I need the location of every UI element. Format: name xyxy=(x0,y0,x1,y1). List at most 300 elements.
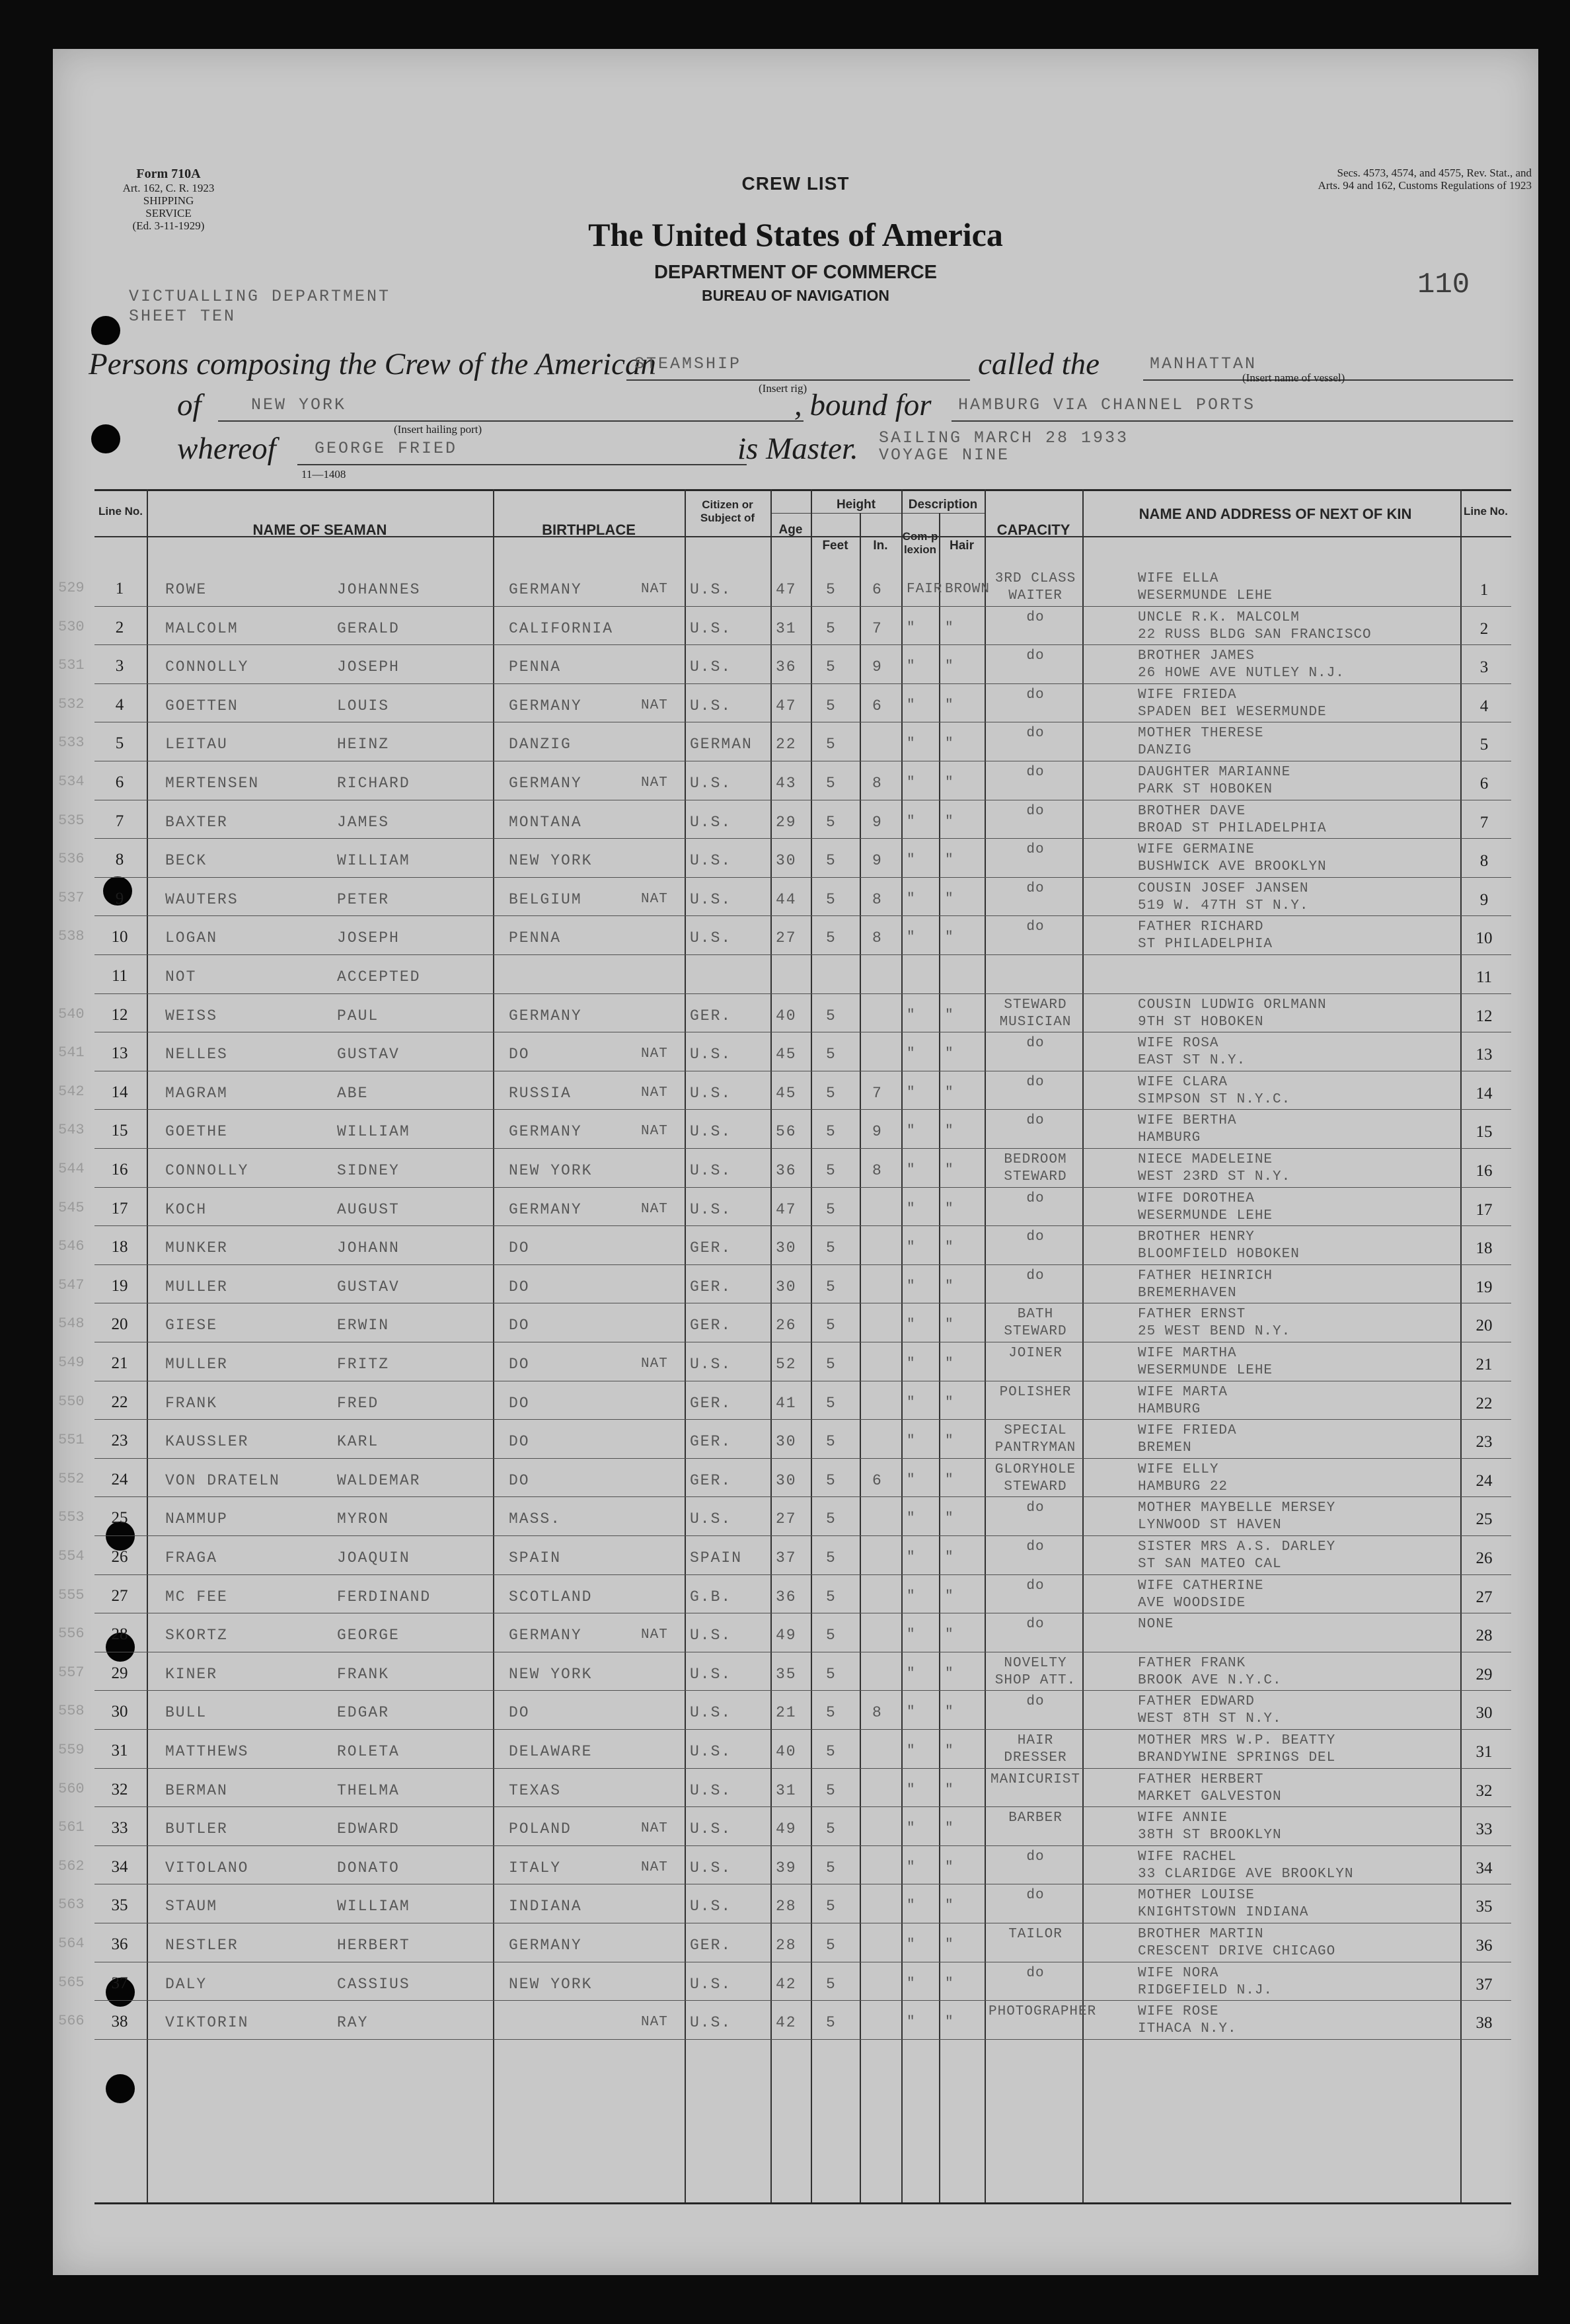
hair-cell: " xyxy=(945,1705,954,1721)
surname-cell: MULLER xyxy=(165,1356,228,1373)
line-number: 34 xyxy=(111,1857,128,1876)
given-cell: RICHARD xyxy=(337,775,410,792)
line-number: 12 xyxy=(111,1005,128,1024)
capacity-cell: do xyxy=(1026,1539,1045,1555)
margin-number: 553 xyxy=(58,1509,85,1526)
complexion-cell: " xyxy=(907,1007,916,1023)
hair-cell: " xyxy=(945,1666,954,1682)
line-number-right: 2 xyxy=(1479,619,1489,638)
feet-cell: 5 xyxy=(826,1433,837,1451)
given-cell: EDWARD xyxy=(337,1820,400,1838)
line-number-right: 35 xyxy=(1476,1898,1493,1916)
line-number-right: 5 xyxy=(1479,736,1489,754)
next-of-kin-name: FATHER ERNST xyxy=(1138,1307,1246,1323)
capacity-cell: BATH STEWARD xyxy=(1004,1307,1067,1340)
next-of-kin-name: FATHER HEINRICH xyxy=(1138,1268,1273,1284)
table-row xyxy=(53,916,1538,955)
called-label: called the xyxy=(978,347,1100,381)
margin-number: 545 xyxy=(58,1199,85,1216)
complexion-cell: " xyxy=(907,1588,916,1604)
given-cell: DONATO xyxy=(337,1859,400,1877)
inches-cell: 8 xyxy=(872,1704,883,1722)
age-cell: 30 xyxy=(776,1278,797,1296)
col-description: Description xyxy=(908,498,978,512)
hair-cell: " xyxy=(945,1434,954,1450)
capacity-cell: POLISHER xyxy=(999,1384,1072,1400)
citizen-cell: U.S. xyxy=(690,775,732,792)
capacity-cell: do xyxy=(1026,803,1045,819)
table-row xyxy=(53,955,1538,994)
table-row xyxy=(53,1536,1538,1575)
complexion-cell: " xyxy=(907,1666,916,1682)
hair-cell: " xyxy=(945,1627,954,1643)
given-cell: ROLETA xyxy=(337,1743,400,1760)
of-label: of xyxy=(177,388,202,422)
citizen-cell: GER. xyxy=(690,1007,732,1025)
capacity-cell: do xyxy=(1026,1190,1045,1206)
feet-cell: 5 xyxy=(826,1278,837,1296)
age-cell: 30 xyxy=(776,1239,797,1257)
feet-cell: 5 xyxy=(826,1200,837,1218)
next-of-kin-address: WESERMUNDE LEHE xyxy=(1138,1363,1273,1378)
line-number: 20 xyxy=(111,1315,128,1334)
complexion-cell: " xyxy=(907,891,916,907)
margin-number: 565 xyxy=(58,1974,85,1991)
hair-cell: " xyxy=(945,1356,954,1372)
birthplace-cell: DO xyxy=(509,1317,530,1335)
hair-cell: " xyxy=(945,1744,954,1759)
birthplace-cell: POLAND xyxy=(509,1820,572,1838)
feet-cell: 5 xyxy=(826,1937,837,1954)
next-of-kin-name: NIECE MADELEINE xyxy=(1138,1152,1273,1167)
form-art: Art. 162, C. R. 1923 xyxy=(122,182,215,194)
line-number-right: 36 xyxy=(1476,1937,1493,1955)
next-of-kin-address: ST SAN MATEO CAL xyxy=(1138,1557,1282,1572)
surname-cell: KAUSSLER xyxy=(165,1433,249,1451)
complexion-cell: " xyxy=(907,1627,916,1643)
table-row xyxy=(53,1459,1538,1498)
nat-cell: NAT xyxy=(641,1821,668,1837)
margin-number: 561 xyxy=(58,1819,85,1836)
next-of-kin-address: BUSHWICK AVE BROOKLYN xyxy=(1138,859,1327,875)
surname-cell: WEISS xyxy=(165,1007,218,1025)
inches-cell: 6 xyxy=(872,1471,883,1489)
line-number-right: 26 xyxy=(1476,1549,1493,1567)
surname-cell: FRAGA xyxy=(165,1549,218,1567)
surname-cell: NOT xyxy=(165,968,197,986)
next-of-kin-address: 519 W. 47TH ST N.Y. xyxy=(1138,898,1309,913)
line-number: 17 xyxy=(111,1199,128,1218)
birthplace-cell: NEW YORK xyxy=(509,1162,593,1179)
feet-cell: 5 xyxy=(826,1781,837,1799)
nat-cell: NAT xyxy=(641,1356,668,1372)
citizen-cell: U.S. xyxy=(690,1356,732,1373)
feet-cell: 5 xyxy=(826,852,837,870)
line-number-right: 27 xyxy=(1476,1588,1493,1606)
birthplace-cell: DO xyxy=(509,1239,530,1257)
col-capacity: CAPACITY xyxy=(996,522,1070,538)
next-of-kin-name: WIFE ANNIE xyxy=(1138,1810,1228,1826)
nat-cell: NAT xyxy=(641,775,668,791)
birthplace-cell: DO xyxy=(509,1046,530,1064)
next-of-kin-name: BROTHER DAVE xyxy=(1138,803,1246,819)
surname-cell: LOGAN xyxy=(165,929,218,947)
table-row xyxy=(53,1420,1538,1459)
citizen-cell: U.S. xyxy=(690,1627,732,1645)
age-cell: 42 xyxy=(776,2014,797,2032)
feet-cell: 5 xyxy=(826,1084,837,1102)
line-number: 32 xyxy=(111,1780,128,1799)
hair-cell: " xyxy=(945,1588,954,1604)
birthplace-cell: ITALY xyxy=(509,1859,562,1877)
margin-number: 537 xyxy=(58,889,85,906)
table-row xyxy=(53,1652,1538,1691)
birthplace-cell: GERMANY xyxy=(509,581,582,598)
citizen-cell: U.S. xyxy=(690,2014,732,2032)
next-of-kin-address: HAMBURG xyxy=(1138,1130,1201,1146)
margin-number: 557 xyxy=(58,1664,85,1681)
age-cell: 40 xyxy=(776,1743,797,1760)
age-cell: 47 xyxy=(776,697,797,715)
table-row xyxy=(53,1226,1538,1265)
complexion-cell: " xyxy=(907,1472,916,1488)
given-cell: WILLIAM xyxy=(337,1898,410,1916)
rig-line xyxy=(626,379,970,381)
given-cell: THELMA xyxy=(337,1781,400,1799)
margin-number: 564 xyxy=(58,1935,85,1952)
feet-cell: 5 xyxy=(826,813,837,831)
given-cell: WILLIAM xyxy=(337,1123,410,1141)
next-of-kin-name: WIFE DOROTHEA xyxy=(1138,1190,1255,1206)
line-number-right: 18 xyxy=(1476,1239,1493,1258)
given-cell: GUSTAV xyxy=(337,1278,400,1296)
feet-cell: 5 xyxy=(826,736,837,754)
given-cell: JOAQUIN xyxy=(337,1549,410,1567)
table-row xyxy=(53,1769,1538,1808)
line-number-right: 29 xyxy=(1476,1665,1493,1684)
country-title: The United States of America xyxy=(588,216,1003,253)
age-cell: 30 xyxy=(776,1471,797,1489)
inches-cell: 9 xyxy=(872,852,883,870)
inches-cell: 8 xyxy=(872,1162,883,1179)
given-cell: FRED xyxy=(337,1394,379,1412)
next-of-kin-name: COUSIN JOSEF JANSEN xyxy=(1138,880,1309,896)
birthplace-cell: GERMANY xyxy=(509,1123,582,1141)
capacity-cell: SPECIAL PANTRYMAN xyxy=(994,1423,1076,1456)
next-of-kin-address: SPADEN BEI WESERMUNDE xyxy=(1138,704,1327,720)
line-number-right: 7 xyxy=(1479,813,1489,832)
birthplace-cell: GERMANY xyxy=(509,697,582,715)
table-row xyxy=(53,1884,1538,1923)
citizen-cell: U.S. xyxy=(690,1046,732,1064)
birthplace-cell: DO xyxy=(509,1394,530,1412)
capacity-cell: do xyxy=(1026,1694,1045,1710)
complexion-cell: " xyxy=(907,930,916,946)
inches-cell: 8 xyxy=(872,929,883,947)
form-service: SHIPPING SERVICE xyxy=(143,194,194,219)
line-number-right: 20 xyxy=(1476,1317,1493,1335)
col-citizen: Citizen or Subject of xyxy=(700,498,755,524)
birthplace-cell: GERMANY xyxy=(509,1007,582,1025)
capacity-cell: do xyxy=(1026,1888,1045,1904)
statute-arts: Arts. 94 and 162, Customs Regulations of 1923 xyxy=(1318,179,1532,192)
next-of-kin-address: ST PHILADELPHIA xyxy=(1138,937,1273,952)
surname-cell: KINER xyxy=(165,1665,218,1683)
given-cell: JAMES xyxy=(337,813,390,831)
capacity-cell: MANICURIST xyxy=(990,1771,1081,1787)
next-of-kin-address: 33 CLARIDGE AVE BROOKLYN xyxy=(1138,1866,1354,1882)
next-of-kin-name: WIFE GERMAINE xyxy=(1138,842,1255,858)
complexion-cell: " xyxy=(907,1124,916,1140)
citizen-cell: U.S. xyxy=(690,697,732,715)
sheet-number: 110 xyxy=(1417,268,1470,301)
surname-cell: VON DRATELN xyxy=(165,1471,280,1489)
punch-hole xyxy=(91,424,120,453)
hair-cell: " xyxy=(945,814,954,830)
age-cell: 21 xyxy=(776,1704,797,1722)
feet-cell: 5 xyxy=(826,1007,837,1025)
feet-cell: 5 xyxy=(826,1588,837,1606)
feet-cell: 5 xyxy=(826,658,837,676)
form-id: Form 710A xyxy=(136,167,201,181)
next-of-kin-name: MOTHER LOUISE xyxy=(1138,1888,1255,1904)
margin-number: 531 xyxy=(58,657,85,674)
next-of-kin-address: EAST ST N.Y. xyxy=(1138,1053,1246,1069)
table-row xyxy=(53,878,1538,917)
line-number: 38 xyxy=(111,2013,128,2031)
citizen-cell: U.S. xyxy=(690,1200,732,1218)
complexion-cell: " xyxy=(907,1434,916,1450)
birthplace-cell: DELAWARE xyxy=(509,1743,593,1760)
hair-cell: " xyxy=(945,1278,954,1294)
feet-cell: 5 xyxy=(826,1162,837,1179)
margin-number: 533 xyxy=(58,734,85,752)
margin-number: 551 xyxy=(58,1432,85,1449)
next-of-kin-address: 22 RUSS BLDG SAN FRANCISCO xyxy=(1138,627,1372,642)
punch-hole xyxy=(106,2074,135,2103)
given-cell: FRANK xyxy=(337,1665,390,1683)
given-cell: KARL xyxy=(337,1433,379,1451)
inches-cell: 6 xyxy=(872,697,883,715)
capacity-cell: do xyxy=(1026,842,1045,858)
feet-cell: 5 xyxy=(826,1704,837,1722)
feet-cell: 5 xyxy=(826,1046,837,1064)
line-number-right: 33 xyxy=(1476,1820,1493,1839)
surname-cell: NELLES xyxy=(165,1046,228,1064)
table-row xyxy=(53,568,1538,607)
line-number: 4 xyxy=(115,695,124,714)
surname-cell: BERMAN xyxy=(165,1781,228,1799)
citizen-cell: U.S. xyxy=(690,1084,732,1102)
capacity-cell: do xyxy=(1026,609,1045,625)
citizen-cell: U.S. xyxy=(690,890,732,908)
line-number: 25 xyxy=(111,1509,128,1528)
surname-cell: FRANK xyxy=(165,1394,218,1412)
table-row xyxy=(53,1188,1538,1227)
given-cell: GEORGE xyxy=(337,1627,400,1645)
line-number: 15 xyxy=(111,1122,128,1140)
table-row xyxy=(53,1962,1538,2001)
surname-cell: VITOLANO xyxy=(165,1859,249,1877)
next-of-kin-address: 26 HOWE AVE NUTLEY N.J. xyxy=(1138,666,1345,681)
next-of-kin-name: DAUGHTER MARIANNE xyxy=(1138,765,1291,780)
complexion-cell: " xyxy=(907,1317,916,1333)
age-cell: 35 xyxy=(776,1665,797,1683)
birthplace-cell: NEW YORK xyxy=(509,1975,593,1993)
surname-cell: LEITAU xyxy=(165,736,228,754)
col-height: Height xyxy=(836,498,876,512)
hair-cell: " xyxy=(945,1859,954,1875)
next-of-kin-name: WIFE ELLY xyxy=(1138,1461,1219,1477)
feet-cell: 5 xyxy=(826,1975,837,1993)
next-of-kin-address: HAMBURG xyxy=(1138,1401,1201,1417)
capacity-cell: do xyxy=(1026,1500,1045,1516)
next-of-kin-name: WIFE CATHERINE xyxy=(1138,1578,1264,1594)
age-cell: 42 xyxy=(776,1975,797,1993)
destination-line xyxy=(952,420,1513,422)
citizen-cell: U.S. xyxy=(690,852,732,870)
capacity-cell: do xyxy=(1026,648,1045,664)
complexion-cell: " xyxy=(907,1821,916,1837)
col-line-no: Line No. xyxy=(98,505,143,518)
nat-cell: NAT xyxy=(641,1124,668,1140)
next-of-kin-address: WEST 23RD ST N.Y. xyxy=(1138,1169,1291,1184)
citizen-cell: GER. xyxy=(690,1394,732,1412)
birthplace-cell: CALIFORNIA xyxy=(509,619,614,637)
print-code: 11—1408 xyxy=(301,468,346,481)
surname-cell: MALCOLM xyxy=(165,619,239,637)
birthplace-cell: NEW YORK xyxy=(509,1665,593,1683)
capacity-cell: do xyxy=(1026,1617,1045,1633)
capacity-cell: do xyxy=(1026,1113,1045,1129)
inches-cell: 8 xyxy=(872,890,883,908)
birthplace-cell: TEXAS xyxy=(509,1781,562,1799)
hair-cell: " xyxy=(945,1511,954,1527)
surname-cell: BAXTER xyxy=(165,813,228,831)
line-number: 3 xyxy=(115,657,124,676)
age-cell: 47 xyxy=(776,581,797,598)
next-of-kin-address: WESERMUNDE LEHE xyxy=(1138,588,1273,603)
given-cell: LOUIS xyxy=(337,697,390,715)
next-of-kin-name: WIFE ROSE xyxy=(1138,2004,1219,2020)
given-cell: WILLIAM xyxy=(337,852,410,870)
nat-cell: NAT xyxy=(641,697,668,713)
birthplace-cell: DO xyxy=(509,1471,530,1489)
age-cell: 28 xyxy=(776,1937,797,1954)
age-cell: 30 xyxy=(776,1433,797,1451)
table-row xyxy=(53,607,1538,646)
capacity-cell: STEWARD MUSICIAN xyxy=(999,997,1072,1030)
table-row xyxy=(53,1691,1538,1730)
complexion-cell: " xyxy=(907,1085,916,1101)
given-cell: FERDINAND xyxy=(337,1588,431,1606)
feet-cell: 5 xyxy=(826,1743,837,1760)
surname-cell: SKORTZ xyxy=(165,1627,228,1645)
line-number: 21 xyxy=(111,1354,128,1372)
complexion-cell: " xyxy=(907,1046,916,1062)
complexion-cell: " xyxy=(907,620,916,636)
capacity-cell: HAIR DRESSER xyxy=(1004,1733,1067,1765)
margin-number: 560 xyxy=(58,1780,85,1797)
hair-cell: " xyxy=(945,1124,954,1140)
hair-cell: " xyxy=(945,853,954,869)
line-number: 10 xyxy=(111,928,128,947)
complexion-cell: FAIR xyxy=(907,582,943,597)
col-age: Age xyxy=(778,523,803,537)
given-cell: GUSTAV xyxy=(337,1046,400,1064)
line-number-right: 21 xyxy=(1476,1356,1493,1374)
sheet-note: SHEET TEN xyxy=(129,307,237,326)
nat-cell: NAT xyxy=(641,1046,668,1062)
age-cell: 47 xyxy=(776,1200,797,1218)
table-row xyxy=(53,994,1538,1033)
given-cell: SIDNEY xyxy=(337,1162,400,1179)
citizen-cell: GER. xyxy=(690,1239,732,1257)
line-number-right: 32 xyxy=(1476,1781,1493,1800)
birthplace-cell: MONTANA xyxy=(509,813,582,831)
line-number: 1 xyxy=(115,580,124,598)
capacity-cell: do xyxy=(1026,687,1045,703)
citizen-cell: U.S. xyxy=(690,581,732,598)
table-row xyxy=(53,1575,1538,1614)
hair-cell: " xyxy=(945,1937,954,1953)
line-number: 36 xyxy=(111,1935,128,1953)
complexion-cell: " xyxy=(907,736,916,752)
table-row xyxy=(53,1110,1538,1149)
next-of-kin-address: WEST 8TH ST N.Y. xyxy=(1138,1711,1282,1727)
table-row xyxy=(53,1381,1538,1420)
next-of-kin-name: FATHER FRANK xyxy=(1138,1655,1246,1671)
line-number: 6 xyxy=(115,773,124,791)
table-row xyxy=(53,684,1538,723)
crew-list-sheet xyxy=(53,49,1538,2275)
given-cell: ERWIN xyxy=(337,1317,390,1335)
hair-cell: " xyxy=(945,1898,954,1914)
voyage-number: VOYAGE NINE xyxy=(879,445,1010,465)
margin-number: 529 xyxy=(58,580,85,596)
next-of-kin-name: BROTHER MARTIN xyxy=(1138,1927,1264,1942)
col-inches: In. xyxy=(873,539,888,553)
citizen-cell: U.S. xyxy=(690,813,732,831)
col-feet: Feet xyxy=(822,539,848,553)
citizen-cell: U.S. xyxy=(690,1704,732,1722)
table-row xyxy=(53,722,1538,761)
birthplace-cell: BELGIUM xyxy=(509,890,582,908)
nat-cell: NAT xyxy=(641,1627,668,1643)
next-of-kin-address: LYNWOOD ST HAVEN xyxy=(1138,1518,1282,1533)
surname-cell: BECK xyxy=(165,852,207,870)
line-number: 7 xyxy=(115,812,124,830)
department-title: DEPARTMENT OF COMMERCE xyxy=(654,262,937,283)
line-number-right: 11 xyxy=(1476,968,1493,986)
table-row xyxy=(53,1613,1538,1652)
citizen-cell: U.S. xyxy=(690,1743,732,1760)
inches-cell: 9 xyxy=(872,1123,883,1141)
complexion-cell: " xyxy=(907,1859,916,1875)
next-of-kin-address: BROOK AVE N.Y.C. xyxy=(1138,1672,1282,1688)
nat-cell: NAT xyxy=(641,582,668,597)
feet-cell: 5 xyxy=(826,1317,837,1335)
hair-cell: " xyxy=(945,1085,954,1101)
surname-cell: GOETTEN xyxy=(165,697,239,715)
table-row xyxy=(53,761,1538,800)
line-number: 29 xyxy=(111,1664,128,1682)
inches-cell: 7 xyxy=(872,1084,883,1102)
age-cell: 31 xyxy=(776,619,797,637)
margin-number: 536 xyxy=(58,851,85,868)
given-cell: JOSEPH xyxy=(337,658,400,676)
line-number: 9 xyxy=(115,889,124,908)
